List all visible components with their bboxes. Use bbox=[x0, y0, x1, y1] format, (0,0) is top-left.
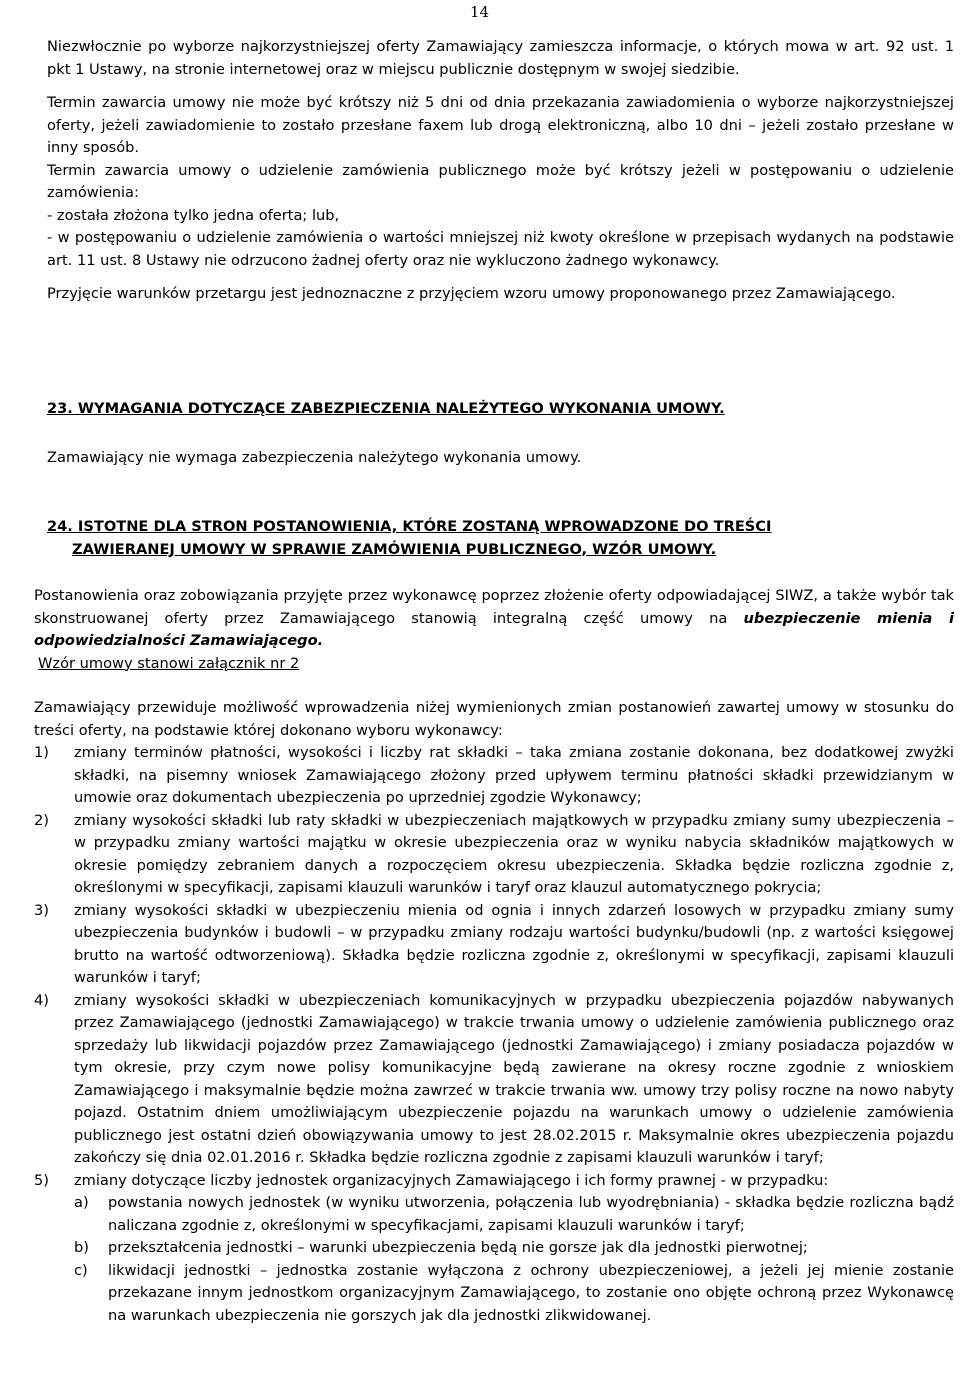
wzor-umowy-line bbox=[34, 653, 954, 676]
intro-paragraph-3b: - w postępowaniu o udzielenie zamówienia o wartości mniejszej niż kwoty określone w przepisach wydanych na podstawie art. 11 ust. 8 Ustawy nie odrzucono żadnej oferty oraz nie wykluczono żadnego wykonawcy. bbox=[47, 229, 954, 269]
list-item-text: zmiany terminów płatności, wysokości i liczby rat składki – taka zmiana zostanie dokonana, bez dodatkowej zwyżki składki, na pisemny wniosek Zamawiającego złożony przed upływem terminu płatności składki przewidzianym w umowie oraz dokumentach ubezpieczenia po uprzedniej zgodzie Wykonawcy; bbox=[74, 744, 954, 806]
section-23-text: Zamawiający nie wymaga zabezpieczenia należytego wykonania umowy. bbox=[47, 449, 582, 466]
list-item bbox=[34, 990, 954, 1170]
sub-list-item bbox=[74, 1192, 954, 1237]
sub-list bbox=[74, 1192, 954, 1327]
list-item-text: zmiany wysokości składki w ubezpieczeniach komunikacyjnych w przypadku ubezpieczenia pojazdów nabywanych przez Zamawiającego (jednostki Zamawiającego) w trakcie trwania umowy o udzielenie zamówienia publicznego oraz sprzedaży lub likwidacji pojazdów przez Zamawiającego (jednostki Zamawiającego) i zmiany posiadacza pojazdów w tym okresie, przy czym nowe polisy komunikacyjne będą zawierane na okresy roczne zgodnie z wnioskiem Zamawiającego i maksymalnie będzie można zawrzeć w trakcie trwania ww. umowy trzy polisy roczne na nowo nabyty pojazd. Ostatnim dniem umożliwiającym ubezpieczenie pojazdu na warunkach umowy o udzielenie zamówienia publicznego jest ostatni dzień obowiązywania umowy to jest 28.02.2015 r. Maksymalnie okres ubezpieczenia pojazdu zakończy się dnia 02.01.2016 r. Składka będzie rozliczna zgodnie z zapisami klauzuli warunków i taryf; bbox=[74, 991, 954, 1166]
intro-section bbox=[47, 36, 954, 306]
intro-paragraph-4: Przyjęcie warunków przetargu jest jednoznaczne z przyjęciem wzoru umowy proponowanego przez Zamawiającego. bbox=[47, 285, 896, 302]
section-24-body bbox=[34, 585, 954, 1327]
list-item bbox=[34, 742, 954, 810]
intro-paragraph-1: Niezwłocznie po wyborze najkorzystniejszej oferty Zamawiający zamieszcza informacje, o których mowa w art. 92 ust. 1 pkt 1 Ustawy, na stronie internetowej oraz w miejscu publicznie dostępnym w swojej siedzibie. bbox=[47, 38, 954, 78]
list-item-number: 5) bbox=[34, 1171, 49, 1189]
list-item-number: 4) bbox=[34, 991, 49, 1009]
changes-list bbox=[34, 742, 954, 1327]
list-item bbox=[34, 810, 954, 900]
sub-list-item-letter: c) bbox=[74, 1261, 88, 1279]
list-item bbox=[34, 1170, 954, 1328]
intro-paragraph-2: Termin zawarcia umowy nie może być krótszy niż 5 dni od dnia przekazania zawiadomienia o wyborze najkorzystniejszej oferty, jeżeli zawiadomienie to zostało przesłane faxem lub drogą elektroniczną, albo 10 dni – jeżeli zostało przesłane w inny sposób. bbox=[47, 94, 954, 156]
sub-list-item-text: likwidacji jednostki – jednostka zostanie wyłączona z ochrony ubezpieczeniowej, a jeżeli jej mienie zostanie przekazane innym jednostkom organizacyjnym Zamawiającego, to zostanie ono objęte ochroną przez Wykonawcę na warunkach ubezpieczenia nie gorszych jak dla jednostki zlikwidowanej. bbox=[108, 1261, 954, 1324]
section-24-heading bbox=[47, 516, 954, 561]
list-item bbox=[34, 900, 954, 990]
list-item-number: 1) bbox=[34, 744, 49, 761]
list-item-number: 3) bbox=[34, 901, 49, 919]
section-24-heading-line-1: 24. ISTOTNE DLA STRON POSTANOWIENIA, KTÓRE ZOSTANĄ WPROWADZONE DO TREŚCI bbox=[47, 518, 772, 535]
sub-list-item-letter: a) bbox=[74, 1194, 89, 1211]
section-24-paragraph-1-emphasis: ubezpieczenie mienia i odpowiedzialności Zamawiającego. bbox=[34, 609, 955, 649]
section-24-heading-line-2: ZAWIERANEJ UMOWY W SPRAWIE ZAMÓWIENIA PUBLICZNEGO, WZÓR UMOWY. bbox=[72, 540, 717, 558]
list-item-number: 2) bbox=[34, 811, 49, 829]
intro-paragraph-3: Termin zawarcia umowy o udzielenie zamówienia publicznego może być krótszy jeżeli w postępowaniu o udzielenie zamówienia: bbox=[47, 161, 954, 201]
section-24-paragraph-2: Zamawiający przewiduje możliwość wprowadzenia niżej wymienionych zmian postanowień zawartej umowy w stosunku do treści oferty, na podstawie której dokonano wyboru wykonawcy: bbox=[34, 699, 954, 739]
list-item-text: zmiany wysokości składki lub raty składki w ubezpieczeniach majątkowych w przypadku zmiany sumy ubezpieczenia – w przypadku zmiany wartości majątku w okresie ubezpieczenia oraz w wyniku nabycia składników majątkowych w okresie pomiędzy zebraniem danych a rozpoczęciem okresu ubezpieczenia. Składka będzie rozliczna zgodnie z, określonymi w specyfikacji, zapisami klauzuli warunków i taryf oraz klauzul automatycznego pokrycia; bbox=[74, 811, 954, 896]
section-23-heading bbox=[47, 398, 954, 421]
section-24-paragraph-1 bbox=[34, 585, 954, 653]
wzor-umowy-text: Wzór umowy stanowi załącznik nr 2 bbox=[38, 654, 300, 672]
sub-list-item-letter: b) bbox=[74, 1239, 89, 1256]
intro-paragraph-3a: - została złożona tylko jedna oferta; lub, bbox=[47, 206, 340, 224]
section-23-heading-text: 23. WYMAGANIA DOTYCZĄCE ZABEZPIECZENIA NALEŻYTEGO WYKONANIA UMOWY. bbox=[47, 400, 725, 417]
list-item-text: zmiany wysokości składki w ubezpieczeniu mienia od ognia i innych zdarzeń losowych w przypadku zmiany sumy ubezpieczenia budynków i budowli – w przypadku zmiany rodzaju wartości budynku/budowli (np. z wartości księgowej brutto na wartość odtworzeniową). Składka będzie rozliczna zgodnie z, określonymi w specyfikacji, zapisami klauzuli warunków i taryf; bbox=[74, 901, 954, 986]
sub-list-item-text: powstania nowych jednostek (w wyniku utworzenia, połączenia lub wyodrębniania) - składka będzie rozliczna bądź naliczana zgodnie z, określonymi w specyfikacjami, zapisami klauzuli warunków i taryf; bbox=[108, 1194, 954, 1234]
list-item-text: zmiany dotyczące liczby jednostek organizacyjnych Zamawiającego i ich formy prawnej - w przypadku: bbox=[74, 1171, 829, 1189]
sub-list-item bbox=[74, 1237, 954, 1260]
section-24-paragraph-1-text: Postanowienia oraz zobowiązania przyjęte przez wykonawcę poprzez złożenie oferty odpowiadającej SIWZ, a także wybór tak skonstruowanej oferty przez Zamawiającego stanowią integralną część umowy na bbox=[34, 587, 954, 627]
section-23-body bbox=[47, 447, 954, 470]
page-number: 14 bbox=[470, 3, 490, 21]
sub-list-item bbox=[74, 1260, 954, 1328]
sub-list-item-text: przekształcenia jednostki – warunki ubezpieczenia będą nie gorsze jak dla jednostki pierwotnej; bbox=[108, 1239, 808, 1256]
